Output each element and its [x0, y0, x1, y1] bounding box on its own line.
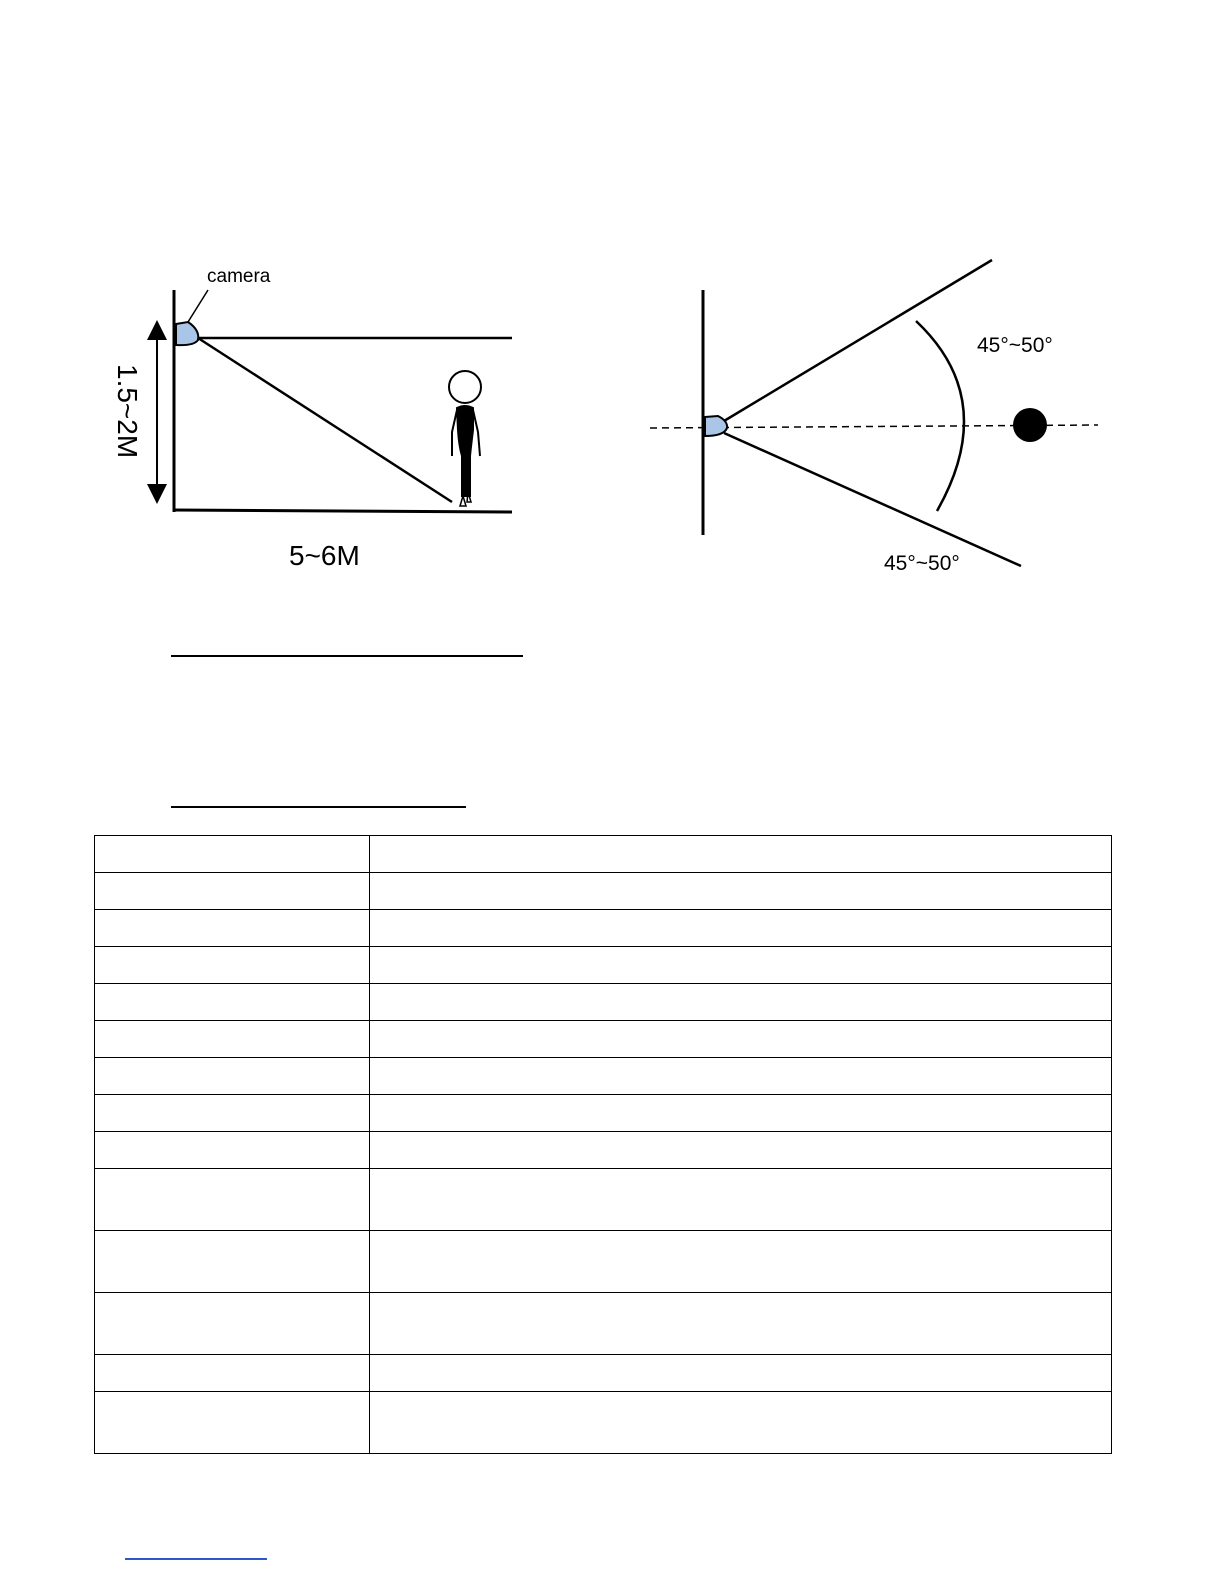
heading-underline-installation [171, 655, 523, 657]
spec-label-cell [95, 1132, 370, 1169]
table-row [95, 1132, 1112, 1169]
spec-label-cell [95, 1293, 370, 1355]
spec-value-cell [370, 1095, 1112, 1132]
angle-label-top: 45°~50° [977, 334, 1053, 357]
spec-value-cell [370, 873, 1112, 910]
target-dot [1013, 408, 1047, 442]
heading-underline-specifications [171, 806, 466, 808]
table-row [95, 1169, 1112, 1231]
spec-label-cell [95, 1095, 370, 1132]
camera-label: camera [207, 266, 271, 287]
spec-label-cell [95, 1169, 370, 1231]
top-view-diagram [650, 260, 1098, 575]
spec-label-cell [95, 984, 370, 1021]
floor-line [174, 510, 512, 512]
spec-value-cell [370, 910, 1112, 947]
table-row [95, 1021, 1112, 1058]
angle-label-bottom: 45°~50° [884, 552, 960, 575]
spec-value-cell [370, 1392, 1112, 1454]
spec-value-cell [370, 947, 1112, 984]
table-row [95, 947, 1112, 984]
spec-value-cell [370, 984, 1112, 1021]
camera-icon [176, 322, 198, 345]
specifications-table [94, 835, 1112, 1454]
table-row [95, 1058, 1112, 1095]
table-row [95, 873, 1112, 910]
lower-fov-line [724, 433, 1021, 566]
spec-value-cell [370, 1058, 1112, 1095]
table-row [95, 1095, 1112, 1132]
distance-label: 5~6M [289, 540, 360, 571]
spec-label-cell [95, 1058, 370, 1095]
table-row [95, 1231, 1112, 1293]
table-row [95, 1293, 1112, 1355]
spec-label-cell [95, 873, 370, 910]
person-figure-icon [449, 371, 481, 506]
upper-fov-line [724, 260, 992, 421]
spec-value-cell [370, 1021, 1112, 1058]
spec-label-cell [95, 1231, 370, 1293]
table-row [95, 1355, 1112, 1392]
height-label: 1.5~2M [112, 364, 143, 459]
footer-link-underline[interactable] [125, 1558, 267, 1560]
table-row [95, 910, 1112, 947]
spec-label-cell [95, 910, 370, 947]
spec-value-cell [370, 1169, 1112, 1231]
spec-label-cell [95, 836, 370, 873]
installation-diagram [0, 0, 1224, 620]
diagonal-view-line [198, 338, 452, 502]
spec-label-cell [95, 1392, 370, 1454]
table-row [95, 984, 1112, 1021]
camera-callout-line [188, 290, 208, 322]
spec-label-cell [95, 1021, 370, 1058]
table-row [95, 1392, 1112, 1454]
spec-value-cell [370, 1355, 1112, 1392]
spec-value-cell [370, 836, 1112, 873]
top-camera-icon [705, 416, 727, 436]
spec-label-cell [95, 1355, 370, 1392]
spec-value-cell [370, 1231, 1112, 1293]
side-view-diagram [112, 266, 512, 571]
table-row [95, 836, 1112, 873]
fov-arc [916, 321, 964, 511]
spec-value-cell [370, 1293, 1112, 1355]
spec-value-cell [370, 1132, 1112, 1169]
spec-label-cell [95, 947, 370, 984]
